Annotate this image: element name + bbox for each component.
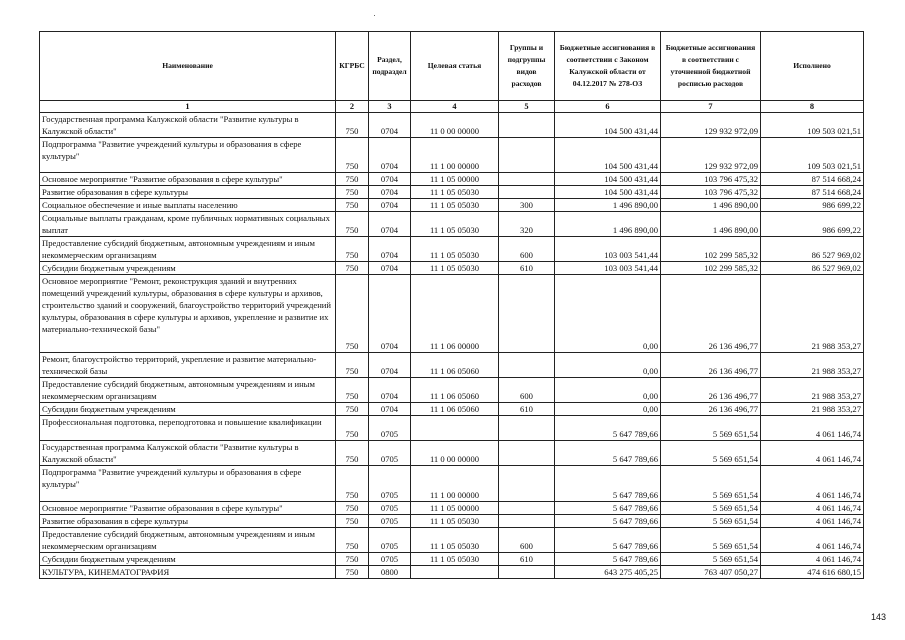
row-executed-amount: 109 503 021,51: [761, 113, 864, 138]
row-refined-amount: 5 569 651,54: [661, 528, 761, 553]
row-section: 0704: [369, 262, 411, 275]
row-name: Профессиональная подготовка, переподготовка и повышение квалификации: [40, 416, 336, 441]
row-name: Государственная программа Калужской области "Развитие культуры в Калужской области": [40, 441, 336, 466]
row-executed-amount: 986 699,22: [761, 212, 864, 237]
row-law-amount: 104 500 431,44: [555, 173, 661, 186]
row-kgrbs: 750: [336, 353, 369, 378]
row-target-article: 11 1 06 05060: [411, 353, 499, 378]
page-number: 143: [871, 612, 887, 622]
row-name: Основное мероприятие "Ремонт, реконструкция зданий и внутренних помещений учреждений культуры, образования в сфере культуры и архивов, строительство зданий и сооружений, благоустройство территорий учреждений культуры, образования в сфере культуры и архивов, укрепление и развитие их материально-технической базы": [40, 275, 336, 353]
table-row: [40, 186, 864, 199]
row-expense-group: 300: [499, 199, 555, 212]
table-row: [40, 528, 864, 553]
row-target-article: 11 1 05 05030: [411, 212, 499, 237]
row-expense-group: [499, 502, 555, 515]
row-refined-amount: 102 299 585,32: [661, 237, 761, 262]
row-refined-amount: 763 407 050,27: [661, 566, 761, 579]
row-executed-amount: 4 061 146,74: [761, 528, 864, 553]
row-expense-group: [499, 441, 555, 466]
row-law-amount: 104 500 431,44: [555, 138, 661, 173]
row-expense-group: 320: [499, 212, 555, 237]
row-section: 0705: [369, 528, 411, 553]
row-expense-group: 610: [499, 262, 555, 275]
table-row: [40, 553, 864, 566]
row-section: 0704: [369, 138, 411, 173]
row-kgrbs: 750: [336, 416, 369, 441]
row-refined-amount: 26 136 496,77: [661, 403, 761, 416]
column-number: 1: [40, 101, 336, 113]
scan-speck: [374, 15, 375, 16]
row-expense-group: [499, 566, 555, 579]
row-refined-amount: 26 136 496,77: [661, 275, 761, 353]
row-expense-group: [499, 275, 555, 353]
row-executed-amount: 21 988 353,27: [761, 403, 864, 416]
row-name: Государственная программа Калужской области "Развитие культуры в Калужской области": [40, 113, 336, 138]
row-refined-amount: 129 932 972,09: [661, 138, 761, 173]
row-section: 0704: [369, 173, 411, 186]
row-expense-group: [499, 416, 555, 441]
row-refined-amount: 1 496 890,00: [661, 212, 761, 237]
table-row: [40, 502, 864, 515]
row-name: Предоставление субсидий бюджетным, автономным учреждениям и иным некоммерческим организациям: [40, 378, 336, 403]
row-law-amount: 5 647 789,66: [555, 553, 661, 566]
row-target-article: 11 1 06 00000: [411, 275, 499, 353]
row-target-article: 11 1 00 00000: [411, 138, 499, 173]
row-target-article: 11 1 05 05030: [411, 262, 499, 275]
row-target-article: 11 1 05 05030: [411, 553, 499, 566]
row-refined-amount: 5 569 651,54: [661, 515, 761, 528]
row-name: Подпрограмма "Развитие учреждений культуры и образования в сфере культуры": [40, 466, 336, 502]
row-section: 0800: [369, 566, 411, 579]
row-law-amount: 104 500 431,44: [555, 113, 661, 138]
row-law-amount: 0,00: [555, 275, 661, 353]
row-kgrbs: 750: [336, 466, 369, 502]
row-section: 0705: [369, 502, 411, 515]
row-kgrbs: 750: [336, 515, 369, 528]
row-law-amount: 5 647 789,66: [555, 416, 661, 441]
row-kgrbs: 750: [336, 378, 369, 403]
row-name: Субсидии бюджетным учреждениям: [40, 403, 336, 416]
row-name: Ремонт, благоустройство территорий, укрепление и развитие материально-технической базы: [40, 353, 336, 378]
row-section: 0705: [369, 416, 411, 441]
budget-execution-table: [39, 31, 864, 579]
header-name: Наименование: [40, 32, 336, 101]
row-expense-group: [499, 173, 555, 186]
table-row: [40, 138, 864, 173]
row-section: 0705: [369, 553, 411, 566]
row-name: Социальное обеспечение и иные выплаты населению: [40, 199, 336, 212]
row-name: Субсидии бюджетным учреждениям: [40, 262, 336, 275]
row-section: 0704: [369, 237, 411, 262]
header-expense-groups: Группы и подгруппы видов расходов: [499, 32, 555, 101]
row-section: 0705: [369, 515, 411, 528]
row-name: Развитие образования в сфере культуры: [40, 186, 336, 199]
row-section: 0704: [369, 212, 411, 237]
row-name: Субсидии бюджетным учреждениям: [40, 553, 336, 566]
row-executed-amount: 474 616 680,15: [761, 566, 864, 579]
row-section: 0704: [369, 353, 411, 378]
row-executed-amount: 87 514 668,24: [761, 173, 864, 186]
row-target-article: 11 1 05 05030: [411, 186, 499, 199]
header-refined-allocations: Бюджетные ассигнования в соответствии с уточненной бюджетной росписью расходов: [661, 32, 761, 101]
row-refined-amount: 5 569 651,54: [661, 441, 761, 466]
row-executed-amount: 21 988 353,27: [761, 378, 864, 403]
table-row: [40, 515, 864, 528]
row-refined-amount: 5 569 651,54: [661, 466, 761, 502]
row-law-amount: 1 496 890,00: [555, 212, 661, 237]
row-executed-amount: 86 527 969,02: [761, 237, 864, 262]
row-kgrbs: 750: [336, 186, 369, 199]
row-name: Социальные выплаты гражданам, кроме публичных нормативных социальных выплат: [40, 212, 336, 237]
table-row: [40, 237, 864, 262]
row-name: КУЛЬТУРА, КИНЕМАТОГРАФИЯ: [40, 566, 336, 579]
column-number: 4: [411, 101, 499, 113]
row-target-article: 11 1 05 05030: [411, 528, 499, 553]
row-refined-amount: 5 569 651,54: [661, 502, 761, 515]
table-row: [40, 212, 864, 237]
row-name: Основное мероприятие "Развитие образования в сфере культуры": [40, 173, 336, 186]
row-executed-amount: 4 061 146,74: [761, 515, 864, 528]
header-kgrbs: КГРБС: [336, 32, 369, 101]
row-law-amount: 5 647 789,66: [555, 515, 661, 528]
row-target-article: 11 0 00 00000: [411, 441, 499, 466]
row-name: Предоставление субсидий бюджетным, автономным учреждениям и иным некоммерческим организациям: [40, 237, 336, 262]
column-number: 2: [336, 101, 369, 113]
row-executed-amount: 4 061 146,74: [761, 441, 864, 466]
row-section: 0704: [369, 199, 411, 212]
row-expense-group: [499, 138, 555, 173]
row-executed-amount: 986 699,22: [761, 199, 864, 212]
row-law-amount: 104 500 431,44: [555, 186, 661, 199]
table-row: [40, 441, 864, 466]
row-name: Основное мероприятие "Развитие образования в сфере культуры": [40, 502, 336, 515]
table-row: [40, 416, 864, 441]
row-law-amount: 5 647 789,66: [555, 441, 661, 466]
column-number-row: [40, 101, 864, 113]
row-kgrbs: 750: [336, 528, 369, 553]
row-expense-group: 600: [499, 378, 555, 403]
row-target-article: 11 1 05 00000: [411, 502, 499, 515]
row-kgrbs: 750: [336, 275, 369, 353]
row-expense-group: 610: [499, 553, 555, 566]
table-row: [40, 262, 864, 275]
row-target-article: [411, 566, 499, 579]
row-target-article: 11 1 05 00000: [411, 173, 499, 186]
row-law-amount: 0,00: [555, 403, 661, 416]
row-executed-amount: 109 503 021,51: [761, 138, 864, 173]
row-kgrbs: 750: [336, 237, 369, 262]
table-row: [40, 403, 864, 416]
table-row: [40, 275, 864, 353]
row-refined-amount: 103 796 475,32: [661, 173, 761, 186]
row-executed-amount: 4 061 146,74: [761, 416, 864, 441]
row-kgrbs: 750: [336, 441, 369, 466]
row-section: 0704: [369, 275, 411, 353]
row-section: 0704: [369, 186, 411, 199]
row-target-article: 11 1 06 05060: [411, 378, 499, 403]
table-row: [40, 353, 864, 378]
row-kgrbs: 750: [336, 262, 369, 275]
row-refined-amount: 26 136 496,77: [661, 378, 761, 403]
row-refined-amount: 26 136 496,77: [661, 353, 761, 378]
row-law-amount: 103 003 541,44: [555, 237, 661, 262]
row-expense-group: [499, 515, 555, 528]
column-number: 3: [369, 101, 411, 113]
row-expense-group: 610: [499, 403, 555, 416]
row-name: Подпрограмма "Развитие учреждений культуры и образования в сфере культуры": [40, 138, 336, 173]
row-law-amount: 0,00: [555, 353, 661, 378]
row-expense-group: 600: [499, 237, 555, 262]
row-expense-group: [499, 113, 555, 138]
row-kgrbs: 750: [336, 566, 369, 579]
row-refined-amount: 129 932 972,09: [661, 113, 761, 138]
header-target-article: Целевая статья: [411, 32, 499, 101]
header-executed: Исполнено: [761, 32, 864, 101]
table-row: [40, 113, 864, 138]
row-section: 0704: [369, 113, 411, 138]
header-row: [40, 32, 864, 101]
row-section: 0705: [369, 466, 411, 502]
row-name: Предоставление субсидий бюджетным, автономным учреждениям и иным некоммерческим организациям: [40, 528, 336, 553]
row-refined-amount: 103 796 475,32: [661, 186, 761, 199]
row-law-amount: 643 275 405,25: [555, 566, 661, 579]
row-executed-amount: 4 061 146,74: [761, 466, 864, 502]
row-target-article: 11 1 05 05030: [411, 199, 499, 212]
row-kgrbs: 750: [336, 138, 369, 173]
header-law-allocations: Бюджетные ассигнования в соответствии с Законом Калужской области от 04.12.2017 № 278-ОЗ: [555, 32, 661, 101]
column-number: 8: [761, 101, 864, 113]
row-section: 0705: [369, 441, 411, 466]
row-refined-amount: 5 569 651,54: [661, 416, 761, 441]
row-kgrbs: 750: [336, 173, 369, 186]
row-kgrbs: 750: [336, 212, 369, 237]
table-row: [40, 378, 864, 403]
row-law-amount: 5 647 789,66: [555, 502, 661, 515]
row-executed-amount: 4 061 146,74: [761, 553, 864, 566]
table-row: [40, 173, 864, 186]
table-row: [40, 566, 864, 579]
table-row: [40, 466, 864, 502]
row-section: 0704: [369, 403, 411, 416]
row-kgrbs: 750: [336, 113, 369, 138]
row-executed-amount: 87 514 668,24: [761, 186, 864, 199]
table-row: [40, 199, 864, 212]
row-target-article: 11 1 05 05030: [411, 515, 499, 528]
row-target-article: 11 1 05 05030: [411, 237, 499, 262]
row-refined-amount: 1 496 890,00: [661, 199, 761, 212]
row-kgrbs: 750: [336, 502, 369, 515]
row-name: Развитие образования в сфере культуры: [40, 515, 336, 528]
row-kgrbs: 750: [336, 403, 369, 416]
row-law-amount: 5 647 789,66: [555, 528, 661, 553]
column-number: 5: [499, 101, 555, 113]
row-law-amount: 5 647 789,66: [555, 466, 661, 502]
row-refined-amount: 5 569 651,54: [661, 553, 761, 566]
row-executed-amount: 21 988 353,27: [761, 353, 864, 378]
row-target-article: 11 0 00 00000: [411, 113, 499, 138]
row-section: 0704: [369, 378, 411, 403]
row-executed-amount: 21 988 353,27: [761, 275, 864, 353]
row-expense-group: [499, 466, 555, 502]
row-expense-group: [499, 186, 555, 199]
row-kgrbs: 750: [336, 553, 369, 566]
column-number: 7: [661, 101, 761, 113]
column-number: 6: [555, 101, 661, 113]
row-refined-amount: 102 299 585,32: [661, 262, 761, 275]
row-expense-group: 600: [499, 528, 555, 553]
row-law-amount: 103 003 541,44: [555, 262, 661, 275]
row-target-article: 11 1 06 05060: [411, 403, 499, 416]
row-target-article: [411, 416, 499, 441]
row-law-amount: 0,00: [555, 378, 661, 403]
row-executed-amount: 4 061 146,74: [761, 502, 864, 515]
row-expense-group: [499, 353, 555, 378]
table-body: [40, 113, 864, 579]
row-law-amount: 1 496 890,00: [555, 199, 661, 212]
header-section: Раздел, подраздел: [369, 32, 411, 101]
row-kgrbs: 750: [336, 199, 369, 212]
row-executed-amount: 86 527 969,02: [761, 262, 864, 275]
row-target-article: 11 1 00 00000: [411, 466, 499, 502]
